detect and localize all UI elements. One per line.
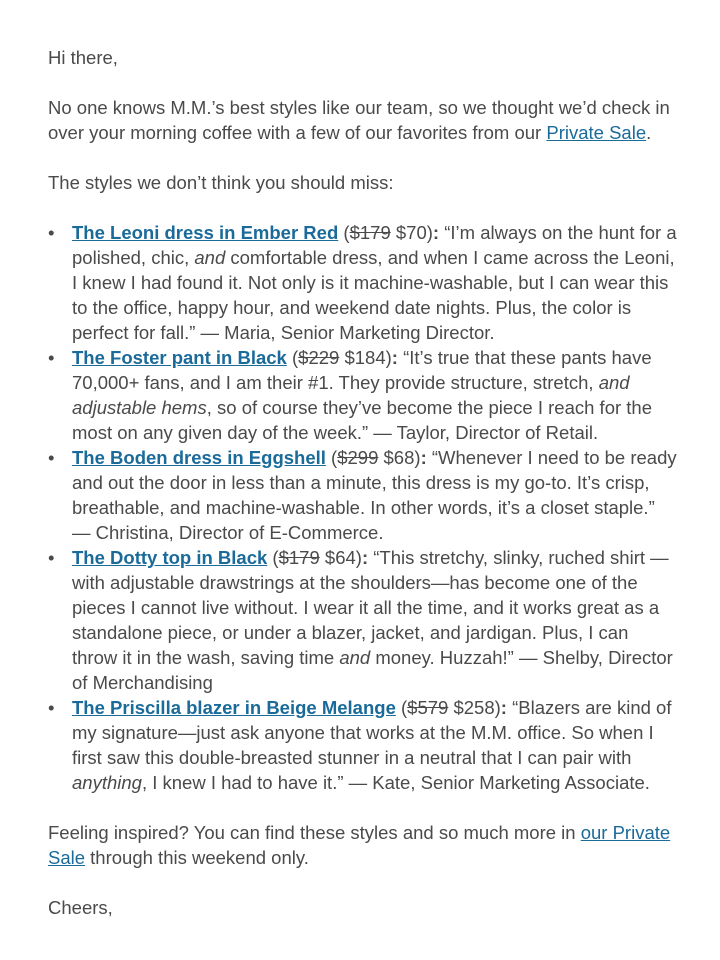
quote-text: comfortable dress, and when I came across the Leoni, I knew I had found it. Not only is it machine-washable, but I can wear this to the office, happy hour, and weekend date nights. Plus, the color is perfect for fall.” — Maria, Senior Marketing Director. [72,247,675,343]
quote-text: , I knew I had to have it.” — Kate, Senior Marketing Associate. [141,772,650,793]
quote-text: money. Huzzah!” — Shelby, Director of Merchandising [72,647,673,693]
greeting: Hi there, [48,47,118,68]
intro-paragraph [48,95,678,145]
sale-price: $258 [453,697,495,718]
quote-text: “I’m always on the hunt for a polished, chic, [72,222,677,268]
quote-emphasis: and adjustable hems [72,372,630,418]
bullet-icon: • [48,547,55,568]
list-item: • The Leoni dress in Ember Red ($179 $70): “I’m always on the hunt for a polished, chic, and comfortable dress, and when I came across the Leoni, I knew I had found it. Not only is it machine-washable, but I can wear this to the office, happy hour, and weekend date nights. Plus, the color is perfect for fall.” — Maria, Senior Marketing Director. [48,222,677,343]
quote-emphasis: and [339,647,371,668]
our-private-sale-link[interactable]: our Private Sale [48,822,671,868]
original-price: $229 [298,347,340,368]
product-link[interactable]: The Priscilla blazer in Beige Melange [72,697,396,718]
original-price: $579 [407,697,449,718]
list-intro: The styles we don’t think you should miss: [48,172,394,193]
sale-price: $64 [324,547,356,568]
list-item: • The Dotty top in Black ($179 $64): “This stretchy, slinky, ruched shirt —with adjustable drawstrings at the shoulders—has become one of the pieces I cannot live without. I wear it all the time, and it works great as a standalone piece, or under a blazer, jacket, and jardigan. Plus, I can throw it in the wash, saving time and money. Huzzah!” — Shelby, Director of Merchandising [48,547,673,693]
private-sale-link[interactable]: Private Sale [546,122,647,143]
closing-text: Feeling inspired? You can find these styles and so much more in [48,822,581,843]
intro-text-end: . [646,122,652,143]
staff-quote [72,547,673,693]
product-link[interactable]: The Foster pant in Black [72,347,287,368]
closing-text-end: through this weekend only. [85,847,309,868]
product-link[interactable]: The Boden dress in Eggshell [72,447,326,468]
list-item: • The Foster pant in Black ($229 $184): “It’s true that these pants have 70,000+ fans, and I am their #1. They provide structure, stretch, and adjustable hems, so of course they’ve become the piece I reach for the most on any given day of the week.” — Taylor, Director of Retail. [48,347,653,443]
bullet-icon: • [48,697,55,718]
sale-price: $184 [344,347,386,368]
product-link[interactable]: The Leoni dress in Ember Red [72,222,339,243]
favorites-list [48,220,678,795]
bullet-icon: • [48,222,55,243]
original-price: $179 [278,547,320,568]
closing-paragraph [48,820,678,870]
list-item: • The Priscilla blazer in Beige Melange ($579 $258): “Blazers are kind of my signature—just ask anyone that works at the M.M. office. So when I first saw this double-breasted stunner in a neutral that I can pair with anything, I knew I had to have it.” — Kate, Senior Marketing Associate. [48,697,672,793]
sale-price: $68 [383,447,415,468]
bullet-icon: • [48,347,55,368]
quote-emphasis: anything [72,772,142,793]
quote-text: “Blazers are kind of my signature—just ask anyone that works at the M.M. office. So when I first saw this double-breasted stunner in a neutral that I can pair with [72,697,672,768]
list-item: • The Boden dress in Eggshell ($299 $68): “Whenever I need to be ready and out the door in less than a minute, this dress is my go-to. It’s crisp, breathable, and machine-washable. In other words, it’s a closet staple.” — Christina, Director of E-Commerce. [48,447,677,543]
quote-emphasis: and [194,247,226,268]
bullet-icon: • [48,447,55,468]
sale-price: $70 [395,222,427,243]
original-price: $299 [337,447,379,468]
quote-text: , so of course they’ve become the piece I reach for the most on any given day of the week.” — Taylor, Director of Retail. [72,397,653,443]
intro-text: No one knows M.M.’s best styles like our team, so we thought we’d check in over your morning coffee with a few of our favorites from our [48,97,670,143]
signoff: Cheers, [48,897,113,918]
quote-text: “This stretchy, slinky, ruched shirt —with adjustable drawstrings at the shoulders—has become one of the pieces I cannot live without. I wear it all the time, and it works great as a standalone piece, or under a blazer, jacket, and jardigan. Plus, I can throw it in the wash, saving time [72,547,669,668]
quote-text: “Whenever I need to be ready and out the door in less than a minute, this dress is my go-to. It’s crisp, breathable, and machine-washable. In other words, it’s a closet staple.” — Christina, Director of E-Commerce. [72,447,677,543]
quote-text: “It’s true that these pants have 70,000+ fans, and I am their #1. They provide structure, stretch, [72,347,652,393]
product-link[interactable]: The Dotty top in Black [72,547,268,568]
original-price: $179 [349,222,391,243]
